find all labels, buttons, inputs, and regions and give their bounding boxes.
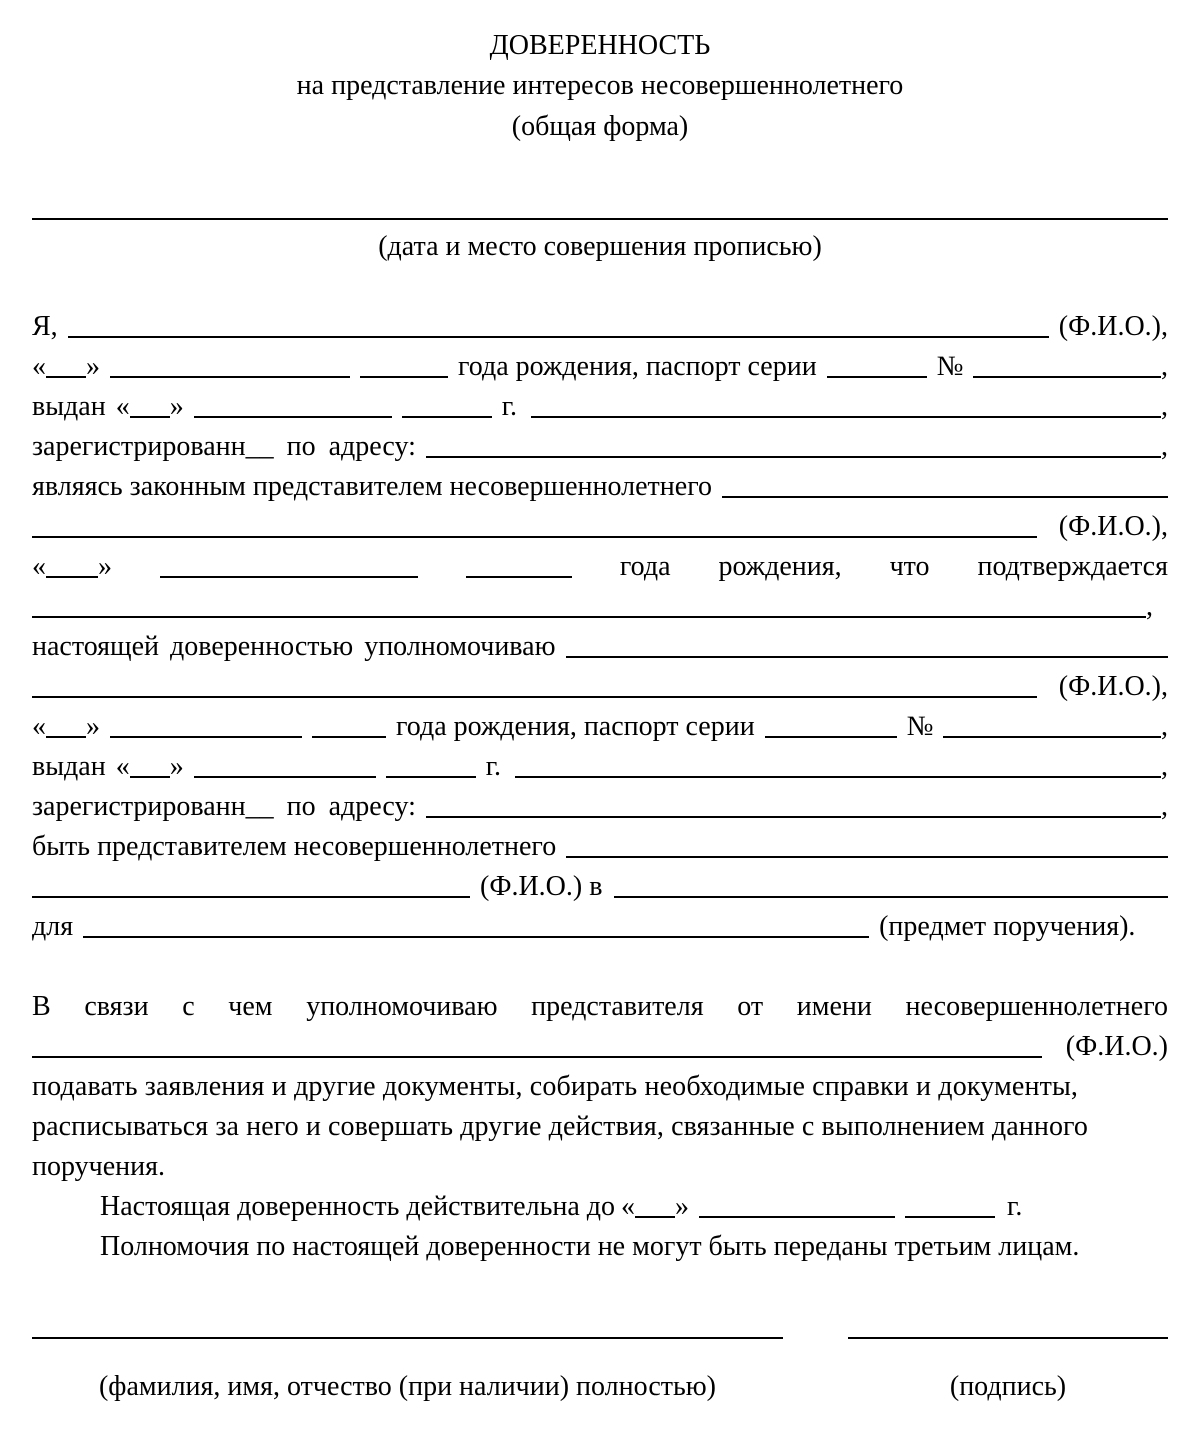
i-label: Я, — [32, 311, 58, 342]
word: несовершеннолетнего — [905, 991, 1168, 1022]
for-label: для — [32, 911, 74, 942]
be-rep-text: быть представителем несовершеннолетнего — [32, 831, 557, 862]
comma: , — [1161, 391, 1168, 422]
word: от — [737, 991, 764, 1022]
rep-birth-year-field[interactable] — [312, 712, 386, 738]
word: чем — [228, 991, 273, 1022]
fio-caption: (Ф.И.О.), — [1058, 311, 1168, 342]
powers-line — [32, 1110, 1168, 1144]
full-name-caption: (фамилия, имя, отчество (при наличии) полностью) — [98, 1371, 716, 1402]
minor-fio-field-start[interactable] — [722, 472, 1168, 498]
rep-passport-number-field[interactable] — [943, 712, 1161, 738]
organization-field[interactable] — [614, 872, 1168, 898]
valid-month-field[interactable] — [699, 1192, 895, 1218]
principal-issued-row — [32, 390, 1168, 424]
word: с — [182, 991, 195, 1022]
word: подтверждается — [977, 551, 1168, 582]
confirmation-doc-field[interactable] — [32, 592, 1146, 618]
document-title: ДОВЕРЕННОСТЬ — [489, 30, 711, 61]
registered-label: зарегистрированн__ по адресу: — [32, 791, 416, 822]
principal-fio-field[interactable] — [68, 312, 1049, 338]
minor-birth-month-field[interactable] — [160, 552, 418, 578]
principal-address-field[interactable] — [426, 432, 1161, 458]
minor-birth-day-field[interactable]: « » — [32, 551, 112, 582]
no-transfer-row — [100, 1230, 1168, 1264]
word: рождения, — [718, 551, 842, 582]
representative-fio-field-start[interactable] — [566, 632, 1169, 658]
date-place-field[interactable] — [32, 218, 1168, 220]
no-transfer-text: Полномочия по настоящей доверенности не могут быть переданы третьим лицам. — [100, 1231, 1080, 1262]
birth-year-field[interactable] — [360, 352, 448, 378]
birth-passport-text: года рождения, паспорт серии — [396, 711, 755, 742]
word: что — [889, 551, 930, 582]
powers-minor-fio-row — [32, 1030, 1168, 1064]
full-name-field[interactable] — [32, 1337, 783, 1339]
word: связи — [84, 991, 149, 1022]
be-representative-row — [32, 830, 1168, 864]
representative-address-row — [32, 790, 1168, 824]
number-sign: № — [936, 351, 964, 382]
word: представителя — [531, 991, 704, 1022]
powers-line — [32, 1070, 1168, 1104]
birth-passport-text: года рождения, паспорт серии — [458, 351, 817, 382]
comma: , — [1161, 431, 1168, 462]
issued-label: выдан — [32, 751, 106, 782]
document-subtitle: на представление интересов несовершеннолетнего — [296, 70, 904, 101]
valid-year-field[interactable] — [905, 1192, 995, 1218]
issued-label: выдан — [32, 391, 106, 422]
comma: , — [1161, 711, 1168, 742]
minor-name-field[interactable] — [32, 872, 470, 898]
word: года — [619, 551, 671, 582]
representative-fio-row — [32, 670, 1168, 704]
registered-label: зарегистрированн__ по адресу: — [32, 431, 416, 462]
minor-birth-year-field[interactable] — [466, 552, 572, 578]
minor-in-organization-row — [32, 870, 1168, 904]
subject-caption: (предмет поручения). — [879, 911, 1136, 942]
issue-month-field[interactable] — [194, 392, 392, 418]
year-abbr: г. — [1007, 1191, 1023, 1222]
minor-birth-row — [32, 550, 1168, 584]
year-abbr: г. — [485, 751, 502, 782]
comma: , — [1161, 751, 1168, 782]
issued-by-field[interactable] — [531, 392, 1161, 418]
passport-series-field[interactable] — [827, 352, 927, 378]
issue-day-field[interactable]: « » — [115, 391, 184, 422]
comma: , — [1161, 351, 1168, 382]
rep-issue-month-field[interactable] — [194, 752, 376, 778]
authorize-text: настоящей доверенностью уполномочиваю — [32, 631, 556, 662]
rep-birth-month-field[interactable] — [110, 712, 302, 738]
validity-row — [100, 1190, 1168, 1224]
fio-caption: (Ф.И.О.), — [1058, 671, 1168, 702]
principal-address-row — [32, 430, 1168, 464]
principal-name-row — [32, 310, 1168, 344]
validity-text: Настоящая доверенность действительна до — [100, 1191, 616, 1222]
year-abbr: г. — [501, 391, 518, 422]
rep-issued-by-field[interactable] — [515, 752, 1161, 778]
valid-day-field[interactable]: « » — [621, 1191, 690, 1222]
date-place-caption: (дата и место совершения прописью) — [378, 231, 822, 262]
minor-fio-field[interactable] — [32, 512, 1037, 538]
form-type: (общая форма) — [511, 111, 689, 142]
powers-minor-fio-field[interactable] — [32, 1032, 1042, 1058]
rep-birth-day-field[interactable]: « » — [32, 711, 100, 742]
purpose-field[interactable] — [83, 912, 869, 938]
legal-rep-text: являясь законным представителем несовершеннолетнего — [32, 471, 712, 502]
powers-text: подавать заявления и другие документы, собирать необходимые справки и документы, — [32, 1071, 1079, 1102]
purpose-row — [32, 910, 1168, 944]
representative-fio-field[interactable] — [32, 672, 1037, 698]
representative-birth-passport-row — [32, 710, 1168, 744]
fio-caption: (Ф.И.О.), — [1058, 511, 1168, 542]
comma: , — [1146, 591, 1153, 622]
birth-day-field[interactable]: « » — [32, 351, 100, 382]
birth-month-field[interactable] — [110, 352, 350, 378]
legal-rep-row — [32, 470, 1168, 504]
powers-text: поручения. — [32, 1151, 165, 1182]
powers-text: расписываться за него и совершать другие действия, связанные с выполнением данного — [32, 1111, 1089, 1142]
passport-number-field[interactable] — [973, 352, 1161, 378]
representative-issued-row — [32, 750, 1168, 784]
powers-line — [32, 1150, 1168, 1184]
confirmation-doc-row — [32, 590, 1168, 624]
minor-fio-row — [32, 510, 1168, 544]
word: имени — [796, 991, 872, 1022]
signature-field[interactable] — [848, 1337, 1168, 1339]
rep-passport-series-field[interactable] — [765, 712, 897, 738]
representative-address-field[interactable] — [426, 792, 1161, 818]
principal-birth-passport-row — [32, 350, 1168, 384]
word: В — [32, 991, 51, 1022]
authorize-row — [32, 630, 1168, 664]
signature-caption: (подпись) — [949, 1371, 1067, 1402]
fio-in-caption: (Ф.И.О.) в — [480, 871, 603, 902]
minor-name-field-start[interactable] — [566, 832, 1168, 858]
rep-issue-year-field[interactable] — [386, 752, 476, 778]
word: уполномочиваю — [306, 991, 498, 1022]
fio-caption: (Ф.И.О.) — [1065, 1031, 1168, 1062]
number-sign: № — [906, 711, 934, 742]
issue-year-field[interactable] — [402, 392, 492, 418]
rep-issue-day-field[interactable]: « » — [115, 751, 184, 782]
powers-intro-row — [32, 990, 1168, 1024]
comma: , — [1161, 791, 1168, 822]
